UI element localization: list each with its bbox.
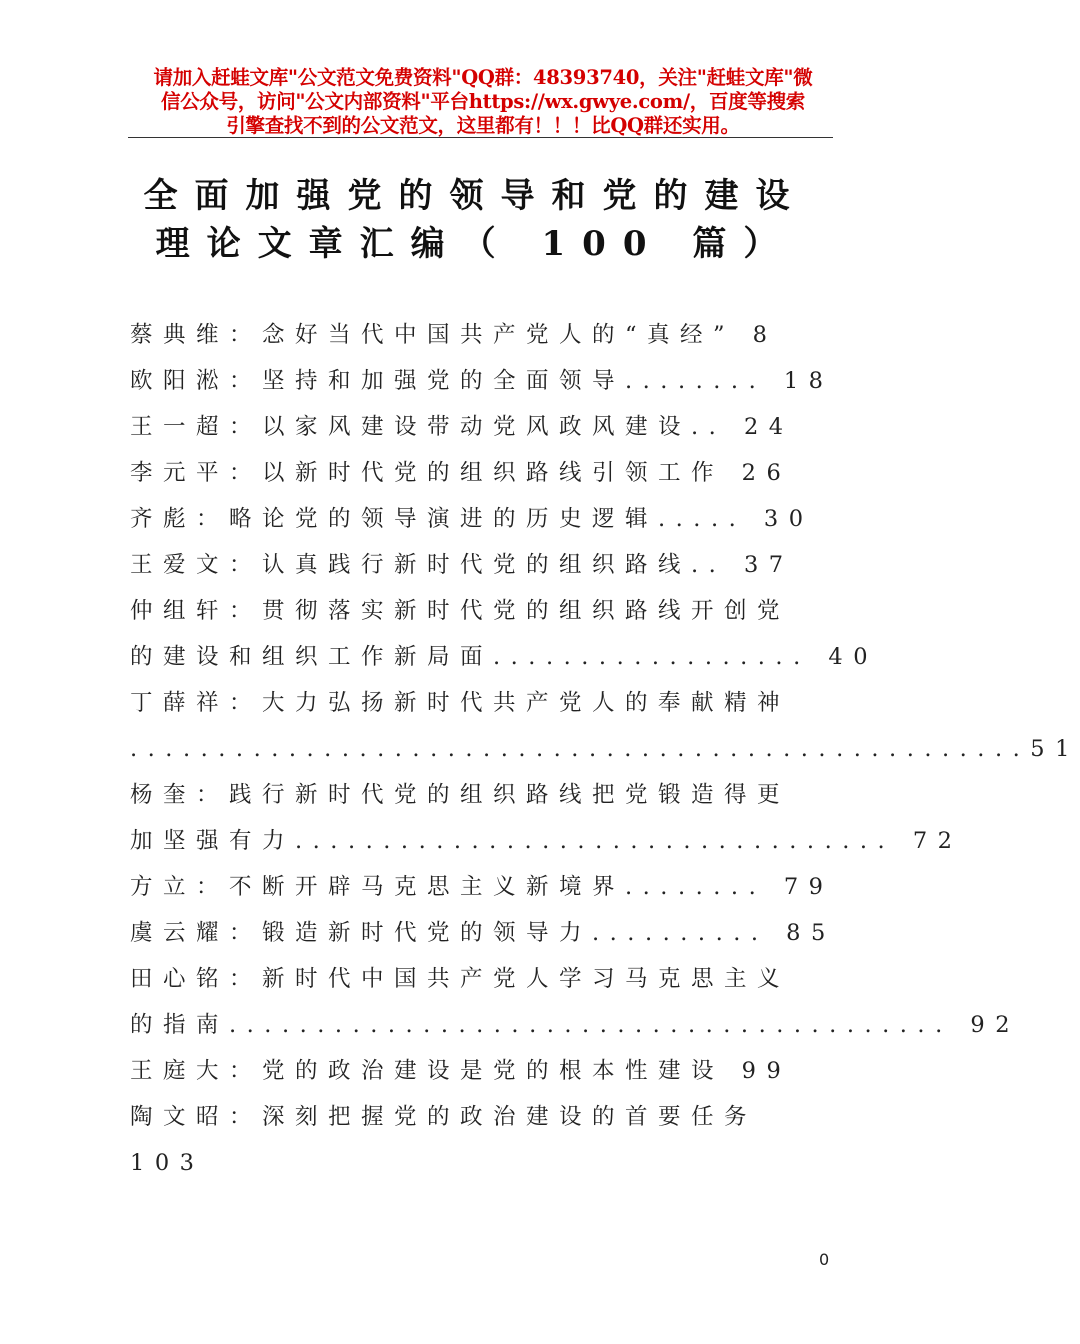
toc-line: 杨奎：践行新时代党的组织路线把党锻造得更 — [130, 782, 791, 808]
toc-line: 丁薛祥：大力弘扬新时代共产党人的奉献精神 — [130, 690, 791, 716]
toc-line: 虞云耀：锻造新时代党的领导力.......... 85 — [130, 920, 836, 946]
document-title-line-1: 全面加强党的领导和党的建设 — [143, 176, 807, 216]
toc-line: 齐彪：略论党的领导演进的历史逻辑..... 30 — [130, 506, 814, 532]
toc-line: 李元平：以新时代党的组织路线引领工作 26 — [130, 460, 792, 486]
toc-line: ...................................................51 — [130, 736, 1080, 762]
toc-line: 王一超：以家风建设带动党风政风建设.. 24 — [130, 414, 794, 440]
page-number: 0 — [819, 1250, 830, 1269]
banner-line-1: 请加入赶蛙文库"公文范文免费资料"QQ群：48393740，关注"赶蛙文库"微 — [153, 66, 813, 89]
toc-line: 蔡典维：念好当代中国共产党人的“真经” 8 — [130, 322, 778, 348]
banner-divider — [128, 137, 833, 138]
toc-line: 王庭大：党的政治建设是党的根本性建设 99 — [130, 1058, 792, 1084]
toc-line: 田心铭：新时代中国共产党人学习马克思主义 — [130, 966, 791, 992]
toc-line: 的指南......................................... 92 — [130, 1012, 1021, 1038]
toc-line: 王爱文：认真践行新时代党的组织路线.. 37 — [130, 552, 794, 578]
document-title-line-2: 理论文章汇编（ 100 篇） — [155, 224, 795, 264]
banner-line-2: 信公众号，访问"公文内部资料"平台https://wx.gwye.com/，百度等搜索 — [161, 90, 805, 113]
toc-line: 的建设和组织工作新局面.................. 40 — [130, 644, 879, 670]
toc-line: 方立：不断开辟马克思主义新境界........ 79 — [130, 874, 834, 900]
toc-line: 加坚强有力.................................. 72 — [130, 828, 963, 854]
toc-line: 欧阳淞：坚持和加强党的全面领导........ 18 — [130, 368, 834, 394]
banner-line-3: 引擎查找不到的公文范文，这里都有！！！比QQ群还实用。 — [226, 114, 740, 137]
toc-line: 103 — [130, 1150, 205, 1176]
toc-line: 陶文昭：深刻把握党的政治建设的首要任务 — [130, 1104, 758, 1130]
watermark-banner — [128, 66, 838, 138]
table-of-contents — [130, 312, 1080, 1186]
toc-line: 仲组轩：贯彻落实新时代党的组织路线开创党 — [130, 598, 791, 624]
